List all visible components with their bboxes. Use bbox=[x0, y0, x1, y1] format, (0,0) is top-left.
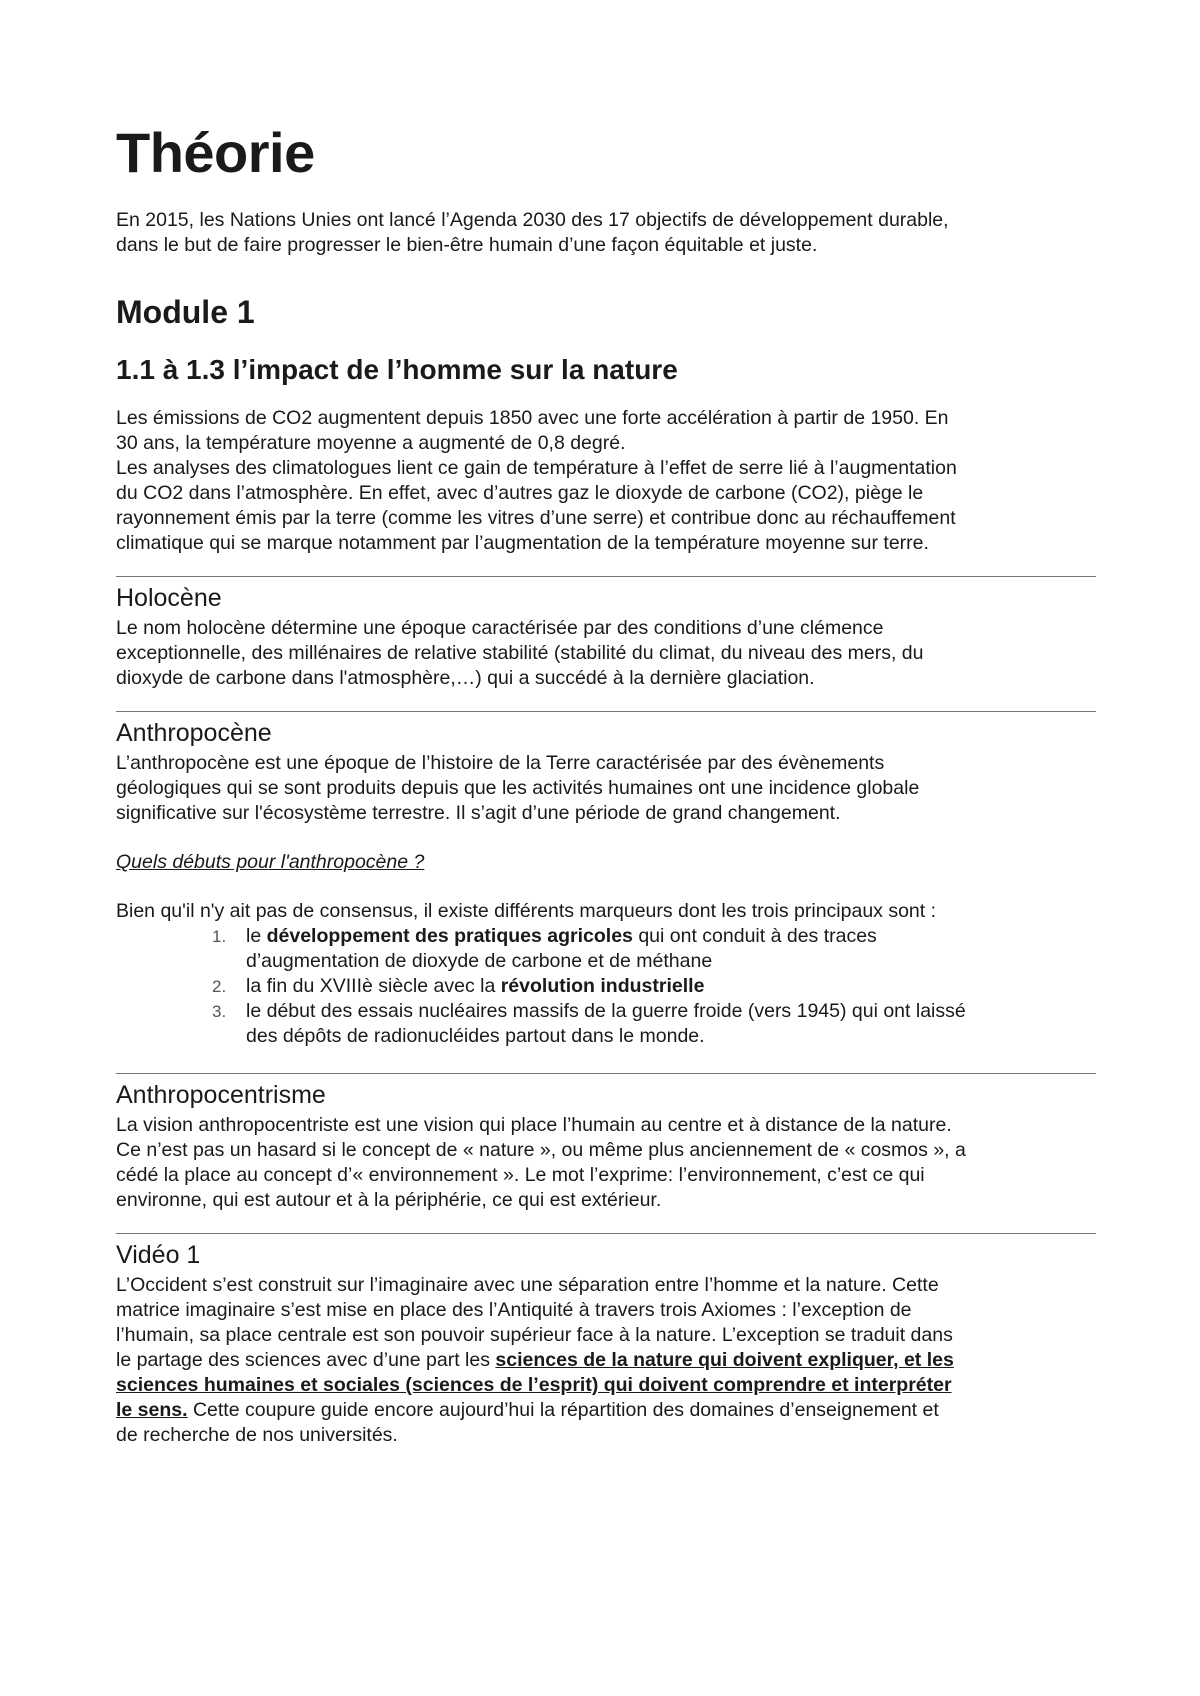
anthropocentrisme-heading: Anthropocentrisme bbox=[116, 1081, 326, 1109]
impact-line: Les analyses des climatologues lient ce gain de température à l’effet de serre lié à l’augmentation bbox=[116, 457, 957, 479]
video1-line: de recherche de nos universités. bbox=[116, 1424, 398, 1446]
holocene-line: dioxyde de carbone dans l'atmosphère,…) qui a succédé à la dernière glaciation. bbox=[116, 667, 815, 689]
holocene-line: Le nom holocène détermine une époque caractérisée par des conditions d’une clémence bbox=[116, 617, 884, 639]
anthropocene-question bbox=[116, 850, 1096, 875]
list-item bbox=[116, 924, 1096, 974]
video1-emphasis: sciences de la nature qui doivent expliquer, et les bbox=[495, 1349, 954, 1371]
video1-line: L’Occident s’est construit sur l’imaginaire avec une séparation entre l’homme et la nature. Cette bbox=[116, 1274, 939, 1296]
question-text: Quels débuts pour l'anthropocène ? bbox=[116, 851, 425, 873]
holocene-paragraph bbox=[116, 616, 1096, 691]
anthropocentrisme-line: cédé la place au concept d’« environnement ». Le mot l’exprime: l’environnement, c’est ce qui bbox=[116, 1164, 925, 1186]
impact-paragraph bbox=[116, 406, 1096, 556]
anthropocene-line: géologiques qui se sont produits depuis que les activités humaines ont une incidence globale bbox=[116, 777, 920, 799]
anthropocene-line: significative sur l'écosystème terrestre. Il s’agit d’une période de grand changement. bbox=[116, 802, 841, 824]
holocene-heading: Holocène bbox=[116, 584, 222, 612]
anthropocentrisme-line: environne, qui est autour et à la périphérie, ce qui est extérieur. bbox=[116, 1189, 662, 1211]
video1-line: Cette coupure guide encore aujourd’hui la répartition des domaines d’enseignement et bbox=[187, 1399, 939, 1421]
video1-paragraph bbox=[116, 1273, 1096, 1448]
intro-line: dans le but de faire progresser le bien-être humain d’une façon équitable et juste. bbox=[116, 234, 818, 256]
anthropocentrisme-paragraph bbox=[116, 1113, 1096, 1213]
document-content bbox=[116, 118, 1096, 1448]
list-text: des dépôts de radionucléides partout dans le monde. bbox=[246, 1025, 705, 1047]
list-number: 1. bbox=[212, 927, 227, 946]
holocene-line: exceptionnelle, des millénaires de relative stabilité (stabilité du climat, du niveau des mers, du bbox=[116, 642, 924, 664]
video1-emphasis: le sens. bbox=[116, 1399, 188, 1421]
impact-line: 30 ans, la température moyenne a augmenté de 0,8 degré. bbox=[116, 432, 626, 454]
video1-line: le partage des sciences avec d’une part les bbox=[116, 1349, 496, 1371]
list-bold-text: développement des pratiques agricoles bbox=[266, 925, 633, 947]
impact-line: Les émissions de CO2 augmentent depuis 1850 avec une forte accélération à partir de 1950. En bbox=[116, 407, 949, 429]
video1-emphasis: sciences humaines et sociales (sciences de l’esprit) qui doivent comprendre et interpréter bbox=[116, 1374, 952, 1396]
section-heading: 1.1 à 1.3 l’impact de l’homme sur la nature bbox=[116, 354, 678, 385]
list-text: le début des essais nucléaires massifs de la guerre froide (vers 1945) qui ont laissé bbox=[246, 1000, 966, 1022]
anthropocene-paragraph bbox=[116, 751, 1096, 826]
page-title: Théorie bbox=[116, 121, 315, 184]
list-number: 2. bbox=[212, 977, 227, 996]
list-item bbox=[116, 999, 1096, 1049]
markers-intro: Bien qu'il n'y ait pas de consensus, il existe différents marqueurs dont les trois principaux sont : bbox=[116, 900, 937, 922]
list-number: 3. bbox=[212, 1002, 227, 1021]
impact-line: rayonnement émis par la terre (comme les vitres d’une serre) et contribue donc au réchauffement bbox=[116, 507, 956, 529]
list-text: le bbox=[246, 925, 267, 947]
impact-line: climatique qui se marque notamment par l’augmentation de la température moyenne sur terre. bbox=[116, 532, 929, 554]
module-heading: Module 1 bbox=[116, 294, 255, 330]
intro-paragraph bbox=[116, 208, 1096, 258]
markers-list bbox=[116, 924, 1096, 1049]
anthropocentrisme-line: La vision anthropocentriste est une vision qui place l’humain au centre et à distance de la nature. bbox=[116, 1114, 952, 1136]
video1-line: l’humain, sa place centrale est son pouvoir supérieur face à la nature. L’exception se traduit dans bbox=[116, 1324, 953, 1346]
video1-heading: Vidéo 1 bbox=[116, 1241, 201, 1269]
video1-line: matrice imaginaire s’est mise en place des l’Antiquité à travers trois Axiomes : l’exception de bbox=[116, 1299, 912, 1321]
impact-line: du CO2 dans l’atmosphère. En effet, avec d’autres gaz le dioxyde de carbone (CO2), piège le bbox=[116, 482, 924, 504]
list-text: la fin du XVIIIè siècle avec la bbox=[246, 975, 501, 997]
list-text: d’augmentation de dioxyde de carbone et de méthane bbox=[246, 950, 713, 972]
intro-line: En 2015, les Nations Unies ont lancé l’Agenda 2030 des 17 objectifs de développement durable, bbox=[116, 209, 949, 231]
list-bold-text: révolution industrielle bbox=[500, 975, 705, 997]
list-item bbox=[116, 974, 1096, 999]
anthropocentrisme-line: Ce n’est pas un hasard si le concept de « nature », ou même plus anciennement de « cosmos », a bbox=[116, 1139, 966, 1161]
list-text: qui ont conduit à des traces bbox=[632, 925, 877, 947]
anthropocene-heading: Anthropocène bbox=[116, 719, 272, 747]
anthropocene-line: L’anthropocène est une époque de l’histoire de la Terre caractérisée par des évènements bbox=[116, 752, 885, 774]
